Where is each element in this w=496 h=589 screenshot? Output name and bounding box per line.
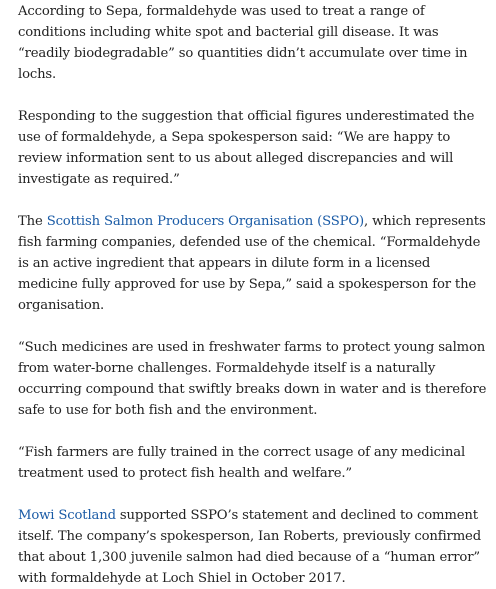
sspo-link[interactable]: Scottish Salmon Producers Organisation (SSPO) <box>46 214 365 229</box>
paragraph-mowi-statement <box>18 505 488 589</box>
paragraph-sspo-lead-text: The <box>18 214 47 229</box>
paragraph-sspo-statement <box>18 211 488 316</box>
paragraph-sepa-biodegradable: According to Sepa, formaldehyde was used to treat a range of conditions including white spot and bacterial gill disease. It was “readily biodegradable” so quantities didn’t accumulate over time in lochs. <box>18 4 468 82</box>
paragraph-mowi-body-text: supported SSPO’s statement and declined to comment itself. The company’s spokesperson, Ian Roberts, previously confirmed that about 1,300 juvenile salmon had died because of a “human error” with formaldehyde at Loch Shiel in October 2017. <box>18 508 481 586</box>
paragraph-sspo-body-text: , which represents fish farming companies, defended use of the chemical. “Formaldehyde is an active ingredient that appears in dilute form in a licensed medicine fully approved for use by Sepa,” said a spokesperson for the organisation. <box>18 214 486 313</box>
paragraph-fish-farmers-quote: “Fish farmers are fully trained in the correct usage of any medicinal treatment used to protect fish health and welfare.” <box>18 445 466 481</box>
mowi-scotland-link[interactable]: Mowi Scotland <box>18 508 116 523</box>
paragraph-medicines-quote: “Such medicines are used in freshwater farms to protect young salmon from water-borne challenges. Formaldehyde itself is a naturally occurring compound that swiftly breaks down in water and is therefore safe to use for both fish and the environment. <box>18 340 487 418</box>
paragraph-sepa-spokesperson: Responding to the suggestion that official figures underestimated the use of formaldehyde, a Sepa spokesperson said: “We are happy to review information sent to us about alleged discrepancies and will investigate as required.” <box>18 109 475 187</box>
